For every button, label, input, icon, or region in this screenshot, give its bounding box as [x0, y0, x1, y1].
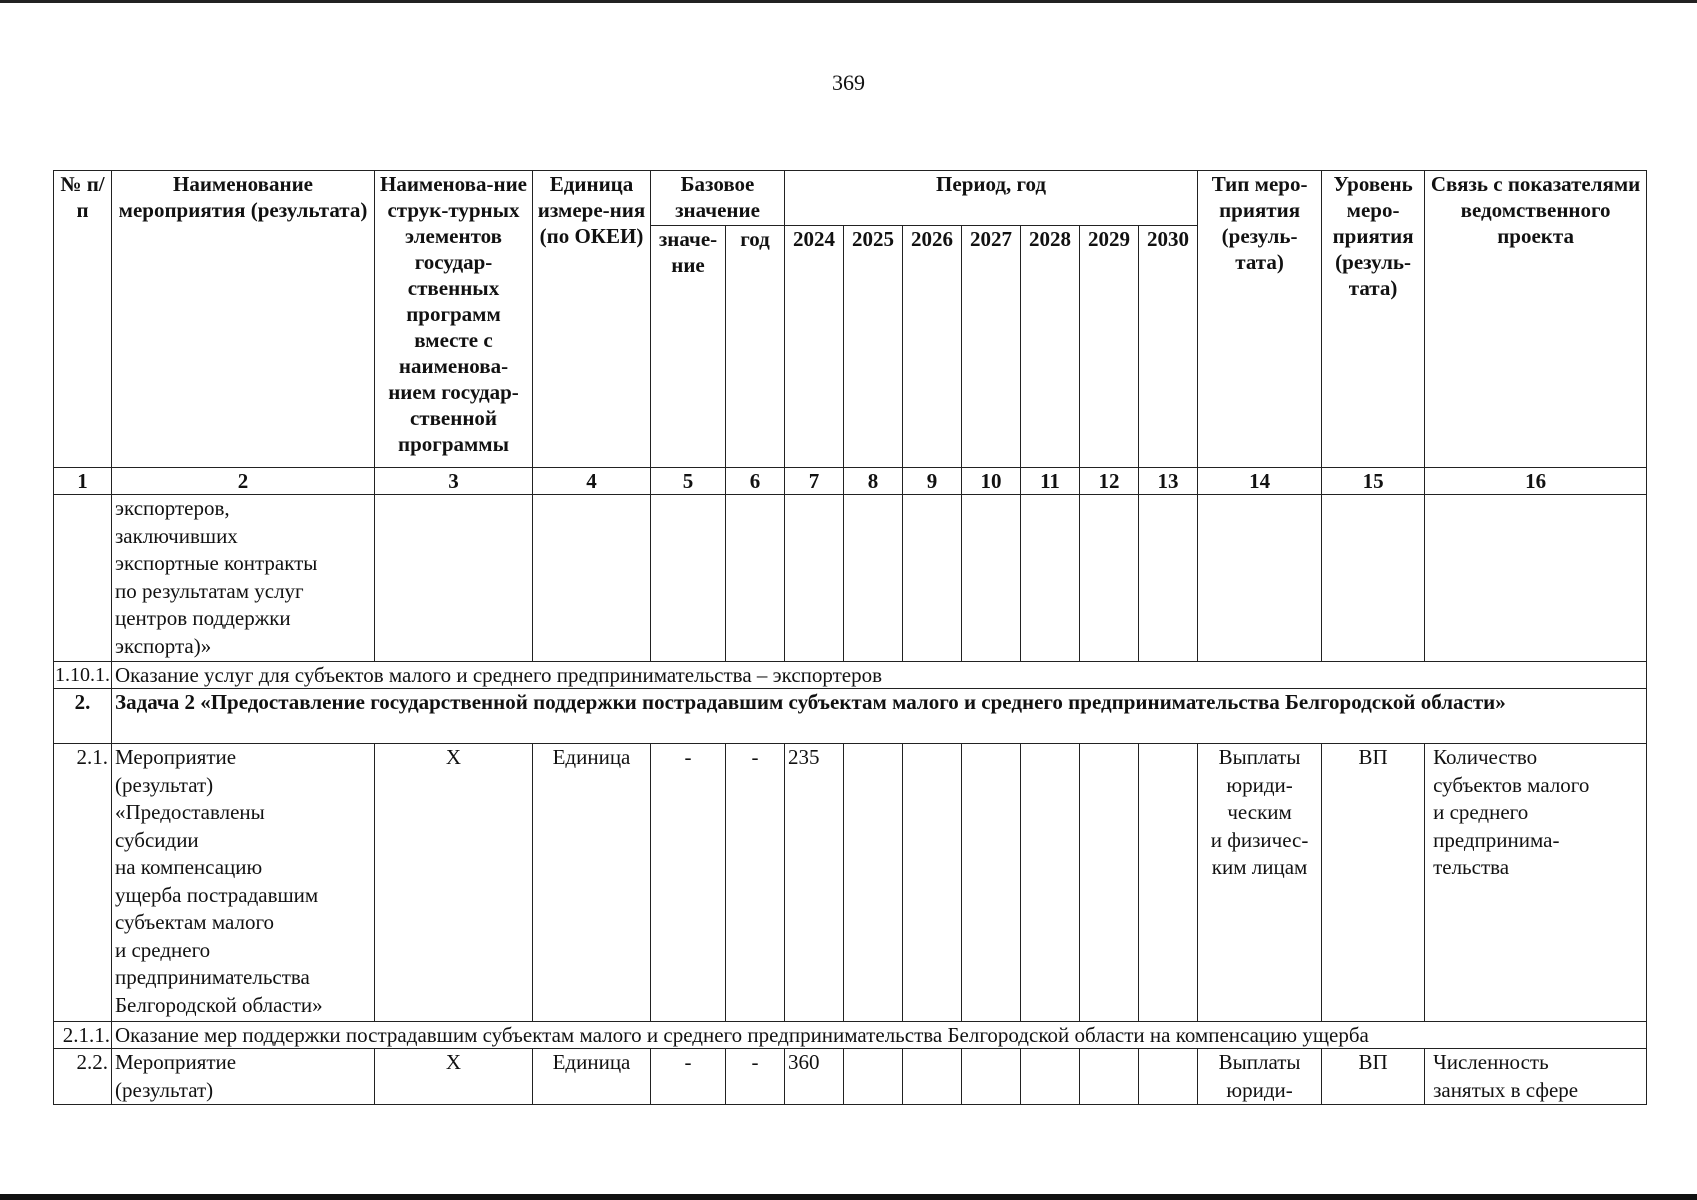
measure-name: Мероприятие (результат) «Предоставлены субсидии на компенсацию ущерба пострадавшим субъектам малого и среднего предпринимательства Белгородской области»: [112, 744, 375, 1022]
header-year-2029: 2029: [1080, 226, 1139, 468]
header-year-2028: 2028: [1021, 226, 1080, 468]
header-year-2025: 2025: [844, 226, 903, 468]
value-2024: 360: [785, 1049, 844, 1105]
column-number: 10: [962, 468, 1021, 495]
header-year-2030: 2030: [1139, 226, 1198, 468]
header-base-value-year: год: [726, 226, 785, 468]
header-measure-level: Уровень меро-приятия (резуль-тата): [1322, 171, 1425, 468]
header-year-2026: 2026: [903, 226, 962, 468]
measures-table: [53, 170, 1647, 1105]
column-number: 12: [1080, 468, 1139, 495]
header-unit: Единица измере-ния (по ОКЕИ): [533, 171, 651, 468]
column-number: 5: [651, 468, 726, 495]
link-indicator: Количество субъектов малого и среднего предпринима- тельства: [1425, 744, 1647, 1022]
row-number: 2.: [54, 689, 112, 744]
subitem-text: Оказание услуг для субъектов малого и среднего предпринимательства – экспортеров: [112, 662, 1647, 689]
measure-name-continuation: экспортеров, заключивших экспортные контракты по результатам услуг центров поддержки экспорта)»: [112, 495, 375, 662]
table-row-1-10-1: [54, 662, 1647, 689]
column-number: 9: [903, 468, 962, 495]
header-period: Период, год: [785, 171, 1198, 226]
page-number: 369: [832, 70, 865, 95]
measure-level: ВП: [1322, 744, 1425, 1022]
column-number: 6: [726, 468, 785, 495]
subitem-text: Оказание мер поддержки пострадавшим субъектам малого и среднего предпринимательства Белгородской области на компенсацию ущерба: [112, 1022, 1647, 1049]
table-row-2-1-1: [54, 1022, 1647, 1049]
row-number: 2.1.: [54, 744, 112, 1022]
base-year: -: [726, 1049, 785, 1105]
column-number: 15: [1322, 468, 1425, 495]
column-number: 16: [1425, 468, 1647, 495]
measure-type: Выплаты юриди- ческим и физичес- ким лицам: [1198, 744, 1322, 1022]
structural-element: Х: [375, 1049, 533, 1105]
task-title: Задача 2 «Предоставление государственной поддержки пострадавшим субъектам малого и среднего предпринимательства Белгородской области»: [112, 689, 1647, 744]
top-rule: [0, 0, 1697, 3]
link-indicator: Численность занятых в сфере: [1425, 1049, 1647, 1105]
measure-name: Мероприятие (результат): [112, 1049, 375, 1105]
unit: Единица: [533, 744, 651, 1022]
base-value: -: [651, 744, 726, 1022]
table-row-2-1: [54, 744, 1647, 1022]
bottom-rule: [0, 1194, 1697, 1200]
column-number: 7: [785, 468, 844, 495]
base-year: -: [726, 744, 785, 1022]
header-measure-name: Наименование мероприятия (результата): [112, 171, 375, 468]
table-row-continuation: [54, 495, 1647, 662]
row-number: 1.10.1.: [54, 662, 112, 689]
table-row-2-2: [54, 1049, 1647, 1105]
column-number: 11: [1021, 468, 1080, 495]
header-year-2027: 2027: [962, 226, 1021, 468]
header-year-2024: 2024: [785, 226, 844, 468]
header-measure-type: Тип меро-приятия (резуль-тата): [1198, 171, 1322, 468]
column-number: 2: [112, 468, 375, 495]
measure-level: ВП: [1322, 1049, 1425, 1105]
header-structural-elements: Наименова-ние струк-турных элементов государ-ственных программ вместе с наименова-нием государ-ственной программы: [375, 171, 533, 468]
header-base-value-value: значе-ние: [651, 226, 726, 468]
column-number: 1: [54, 468, 112, 495]
row-number: 2.1.1.: [54, 1022, 112, 1049]
value-2024: 235: [785, 744, 844, 1022]
column-number: 3: [375, 468, 533, 495]
column-numbers-row: [54, 468, 1647, 495]
column-number: 14: [1198, 468, 1322, 495]
measure-type: Выплаты юриди-: [1198, 1049, 1322, 1105]
structural-element: Х: [375, 744, 533, 1022]
column-number: 8: [844, 468, 903, 495]
unit: Единица: [533, 1049, 651, 1105]
base-value: -: [651, 1049, 726, 1105]
row-number: 2.2.: [54, 1049, 112, 1105]
table-row-task-2: [54, 689, 1647, 744]
header-link-indicators: Связь с показателями ведомственного проекта: [1425, 171, 1647, 468]
column-number: 13: [1139, 468, 1198, 495]
header-no: № п/п: [54, 171, 112, 468]
header-base-value: Базовое значение: [651, 171, 785, 226]
column-number: 4: [533, 468, 651, 495]
